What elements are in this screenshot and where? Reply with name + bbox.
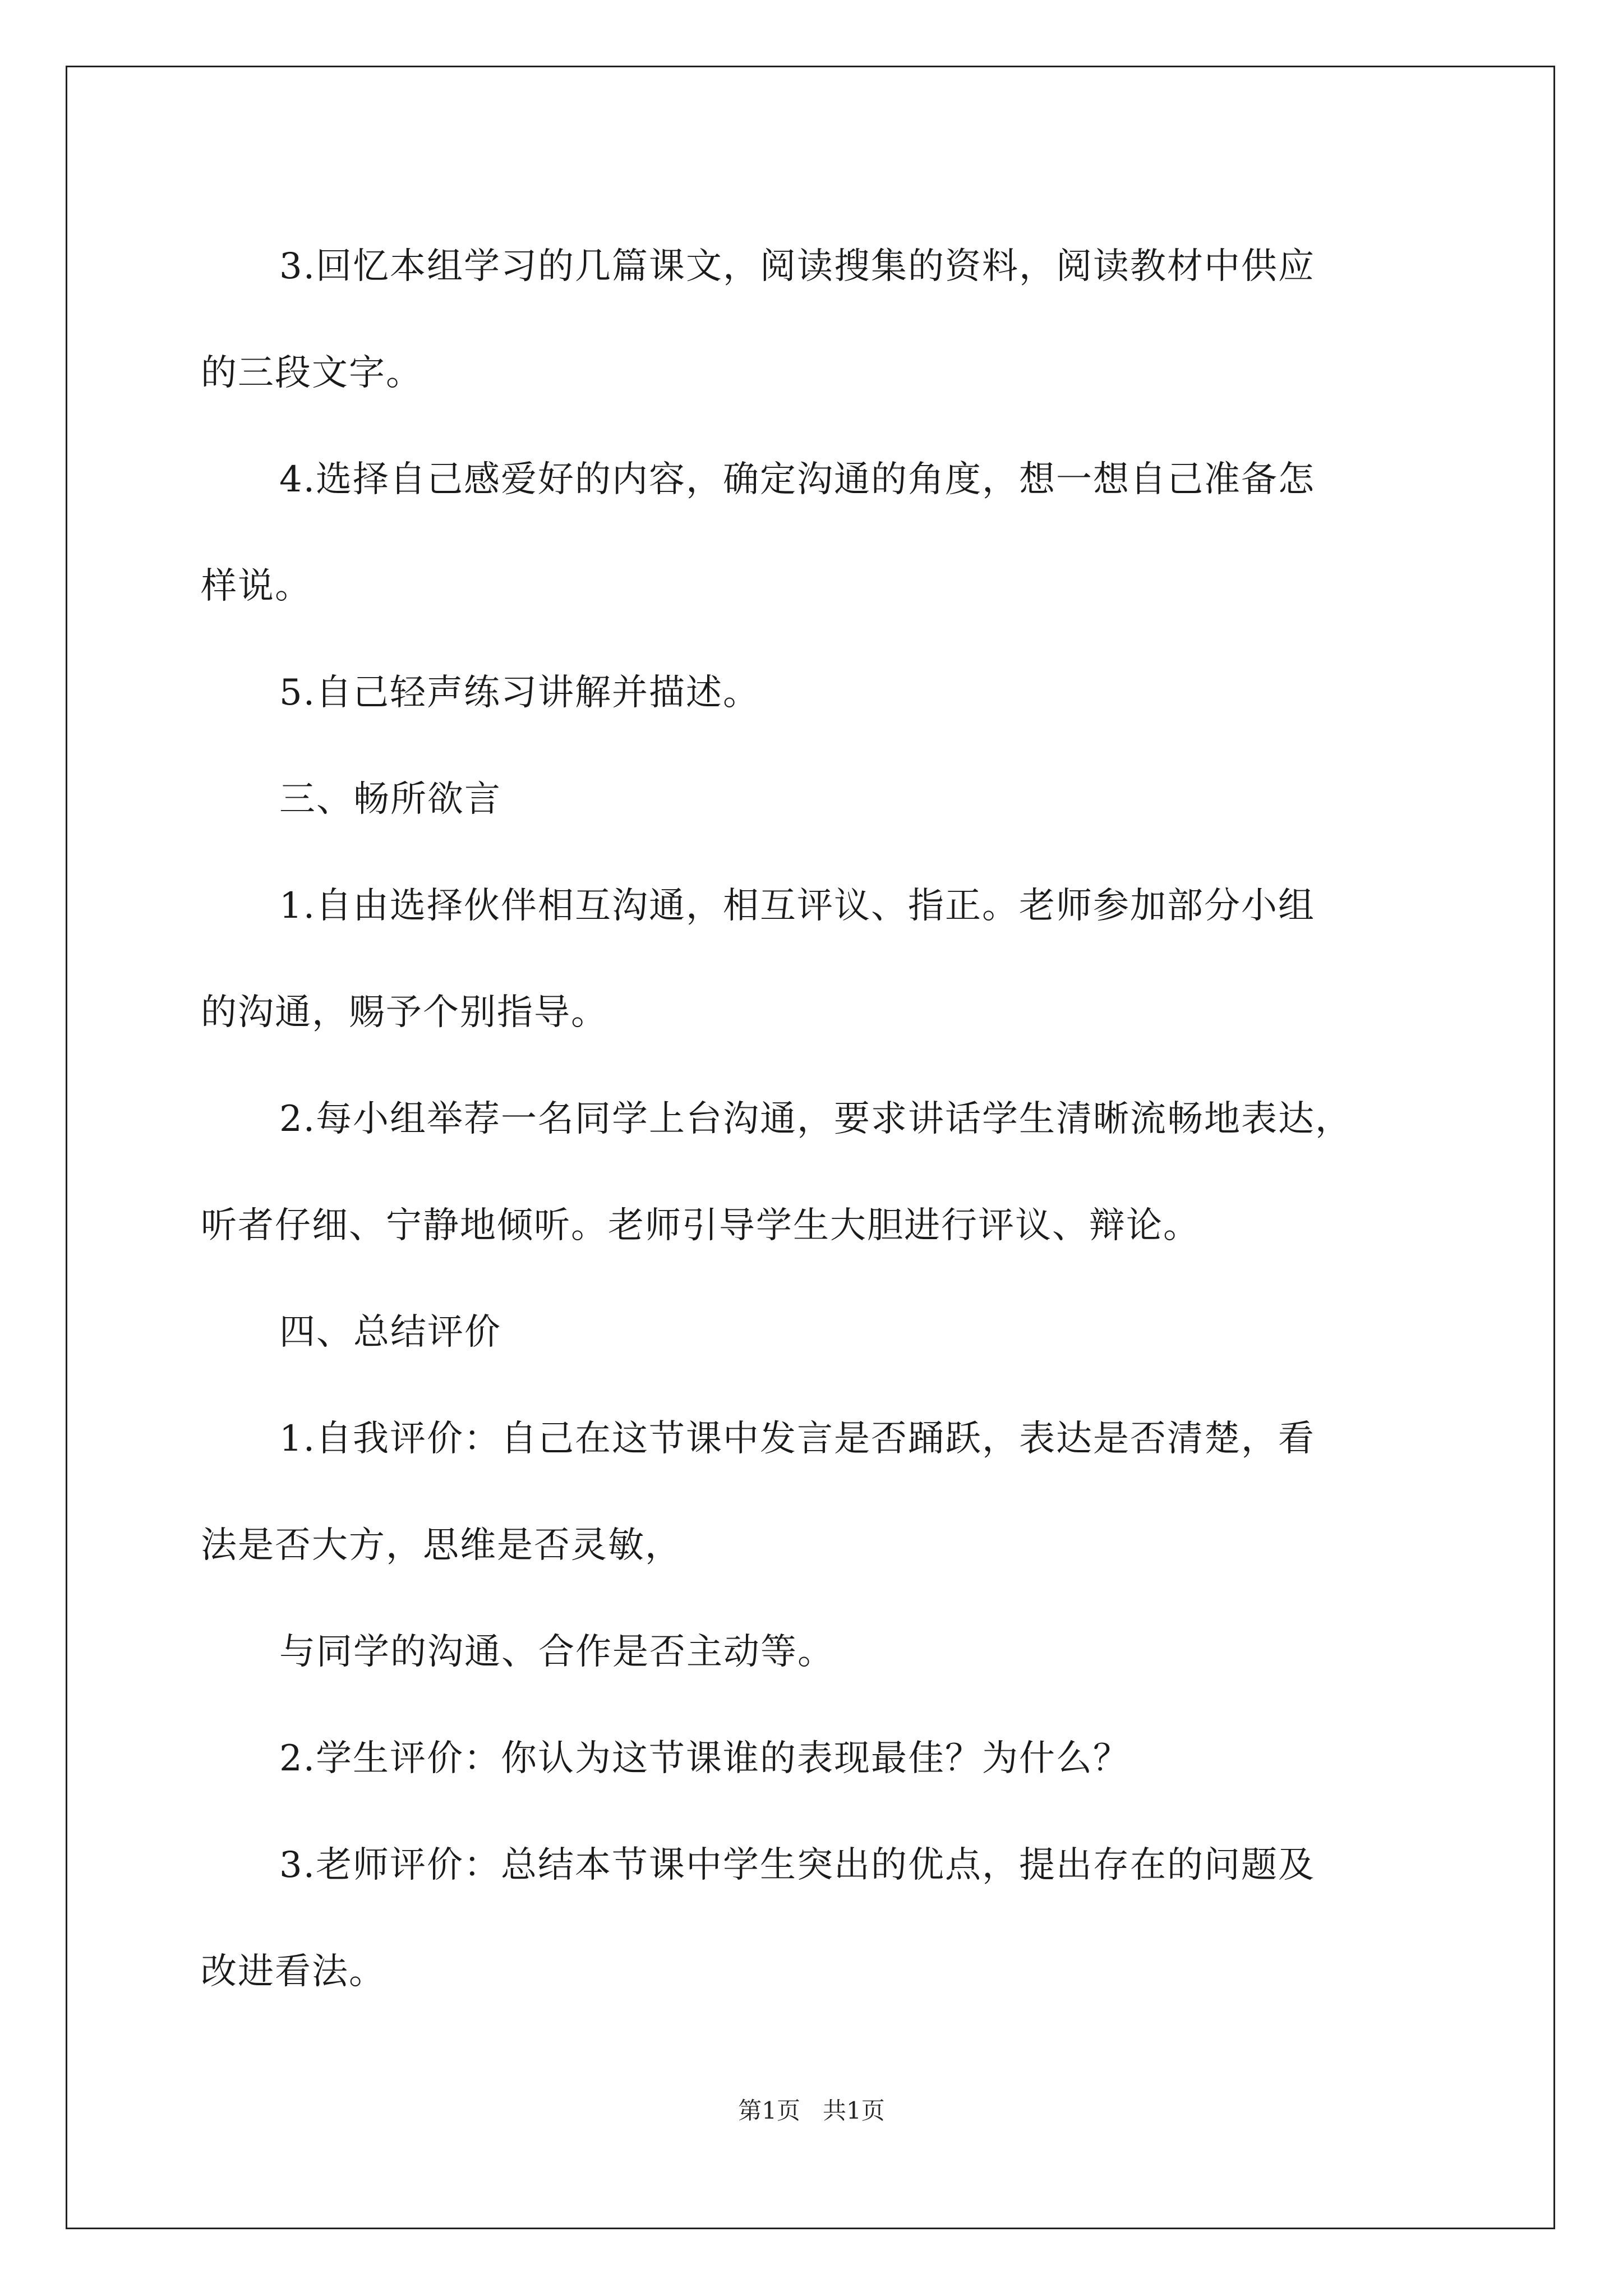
text-line: 5.自己轻声练习讲解并描述。 [279,672,760,714]
page-total: 共1页 [823,2097,885,2124]
text-line: 法是否大方，思维是否灵敏， [201,1525,682,1566]
text-line: 3.回忆本组学习的几篇课文，阅读搜集的资料，阅读教材中供应 [279,246,1316,287]
text-line: 2.学生评价：你认为这节课谁的表现最佳？为什么？ [279,1738,1131,1779]
text-line: 1.自由选择伙伴相互沟通，相互评议、指正。老师参加部分小组 [279,885,1316,927]
text-line: 的三段文字。 [201,352,423,394]
page-number: 第1页 [738,2097,800,2124]
text-line: 听者仔细、宁静地倾听。老师引导学生大胆进行评议、辩论。 [201,1205,1200,1246]
page-footer [0,2092,1623,2126]
section-heading: 三、畅所欲言 [279,779,501,820]
text-line: 2.每小组举荐一名同学上台沟通，要求讲话学生清晰流畅地表达， [279,1098,1353,1140]
section-heading: 四、总结评价 [279,1312,501,1353]
text-line: 4.选择自己感爱好的内容，确定沟通的角度，想一想自己准备怎 [279,459,1316,500]
text-line: 样说。 [201,565,312,607]
text-line: 改进看法。 [201,1951,386,1993]
text-line: 与同学的沟通、合作是否主动等。 [279,1631,834,1673]
text-line: 的沟通，赐予个别指导。 [201,992,608,1033]
text-line: 3.老师评价：总结本节课中学生突出的优点，提出存在的问题及 [279,1844,1316,1886]
text-line: 1.自我评价：自己在这节课中发言是否踊跃，表达是否清楚，看 [279,1418,1316,1460]
document-body [201,213,1435,2025]
